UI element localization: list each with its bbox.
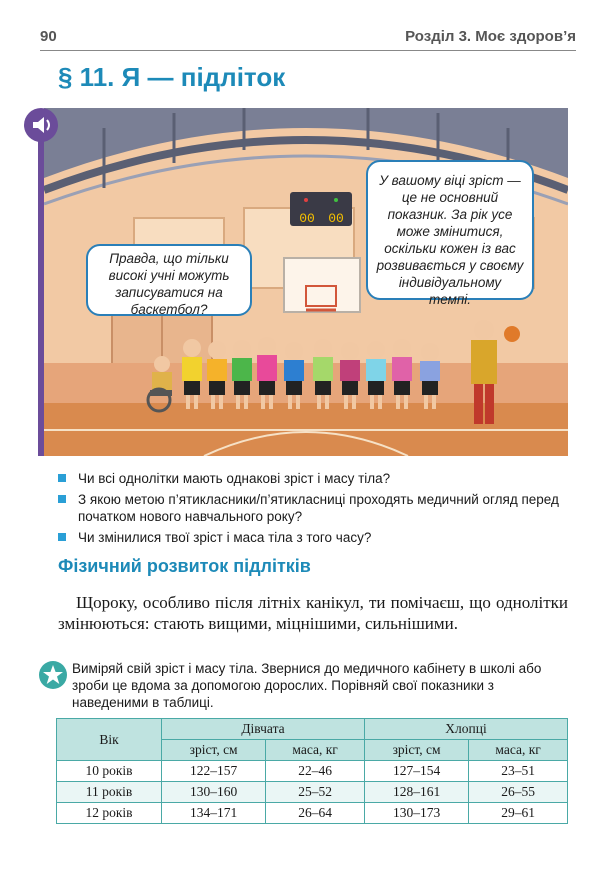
table-header-age: Вік — [57, 719, 162, 761]
table-cell: 22–46 — [266, 761, 365, 782]
scoreboard-right: 00 — [328, 211, 344, 226]
audio-icon[interactable] — [24, 108, 58, 142]
table-cell: 134–171 — [162, 803, 266, 824]
list-item: Чи всі однолітки мають однакові зріст і масу тіла? — [58, 470, 572, 487]
table-cell: 25–52 — [266, 782, 365, 803]
table-row — [57, 782, 568, 803]
table-row — [57, 761, 568, 782]
speech-bubble-coach: У вашому віці зріст — це не основний показник. За рік усе може змінитися, оскільки кожен із вас розвивається у своєму індивідуальному темпі. — [366, 160, 534, 300]
table-subheader: маса, кг — [469, 740, 568, 761]
table-cell: 11 років — [57, 782, 162, 803]
table-header-boys: Хлопці — [364, 719, 567, 740]
page-number: 90 — [40, 28, 57, 45]
scoreboard-left: 00 — [299, 211, 315, 226]
table-subheader: зріст, см — [162, 740, 266, 761]
table-subheader: маса, кг — [266, 740, 365, 761]
coach — [474, 320, 494, 340]
running-head: Розділ 3. Моє здоров’я — [405, 28, 576, 45]
table-cell: 23–51 — [469, 761, 568, 782]
table-cell: 128–161 — [364, 782, 468, 803]
table-header-girls: Дівчата — [162, 719, 365, 740]
table-subheader: зріст, см — [364, 740, 468, 761]
speech-bubble-student: Правда, що тільки високі учні можуть записуватися на баскетбол? — [86, 244, 252, 316]
basketball — [504, 326, 520, 342]
list-item: Чи змінилися твої зріст і маса тіла з того часу? — [58, 529, 572, 546]
bullet-square-icon — [58, 474, 66, 482]
page-title: § 11. Я — підліток — [58, 62, 286, 92]
table-cell: 12 років — [57, 803, 162, 824]
table-cell: 26–64 — [266, 803, 365, 824]
table-cell: 26–55 — [469, 782, 568, 803]
table-cell: 10 років — [57, 761, 162, 782]
bullet-square-icon — [58, 533, 66, 541]
header-rule — [40, 50, 576, 51]
table-cell: 122–157 — [162, 761, 266, 782]
table-cell: 29–61 — [469, 803, 568, 824]
table-cell: 130–173 — [364, 803, 468, 824]
bullet-square-icon — [58, 495, 66, 503]
table-cell: 127–154 — [364, 761, 468, 782]
task-text: Виміряй свій зріст і масу тіла. Звернися до медичного кабінету в школі або зроби це вдома за допомогою дорослих. Порівняй свої показники з наведеними в таблиці. — [72, 661, 542, 710]
section-title: Фізичний розвиток підлітків — [58, 556, 311, 576]
table-cell: 130–160 — [162, 782, 266, 803]
table-row — [57, 803, 568, 824]
list-item: З якою метою п’ятикласники/п’ятикласниці проходять медичний огляд перед початком нового навчального року? — [58, 491, 572, 525]
growth-table — [56, 718, 568, 824]
body-paragraph: Щороку, особливо після літніх канікул, ти помічаєш, що однолітки змінюються: стають вищими, міцнішими, сильнішими. — [58, 593, 568, 633]
question-list — [58, 470, 572, 550]
